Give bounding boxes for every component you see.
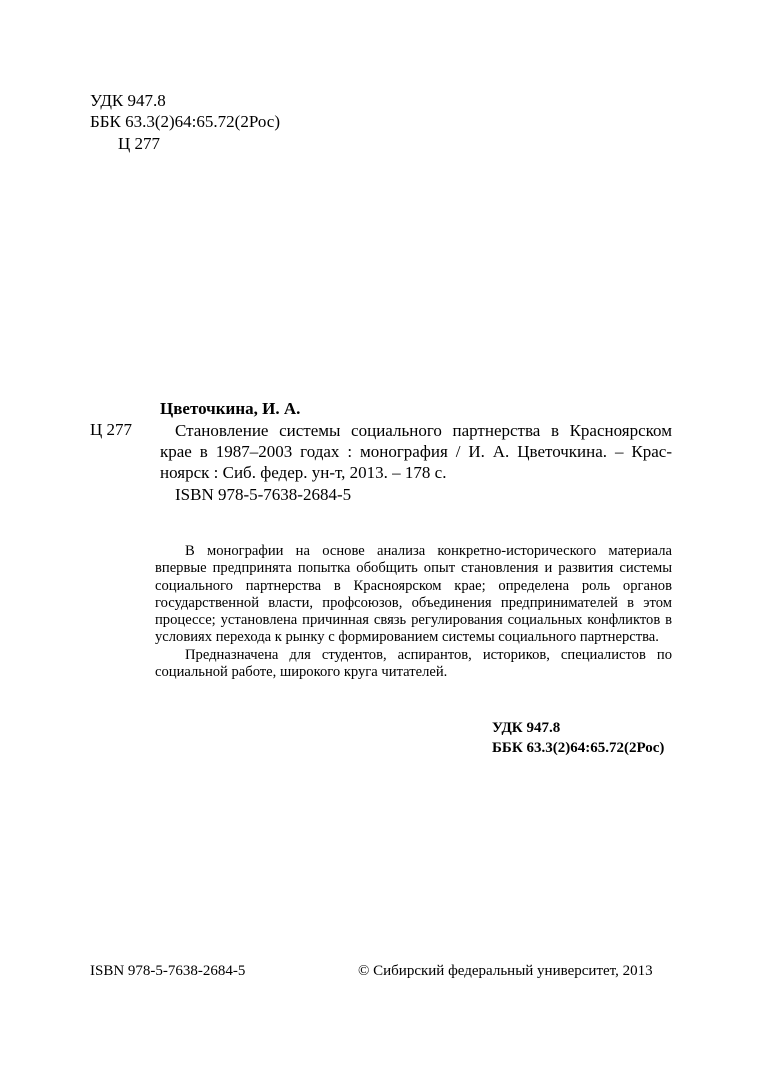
- record-card-code: Ц 277: [90, 420, 133, 439]
- record-description: Становление системы социального партнерства в Красноярском крае в 1987–2003 годах : монография / И. А. Цветочкина. – Красноярск : Сиб. федер. ун-т, 2013. – 178 с.: [160, 421, 672, 482]
- udk-code-bottom: УДК 947.8: [492, 720, 561, 736]
- bbk-code-top: ББК 63.3(2)64:65.72(2Рос): [90, 112, 280, 131]
- record-isbn: ISBN 978-5-7638-2684-5: [175, 485, 352, 504]
- footer-isbn: ISBN 978-5-7638-2684-5: [90, 963, 246, 979]
- udk-code-top: УДК 947.8: [90, 91, 166, 110]
- footer-copyright: © Сибирский федеральный университет, 2013: [358, 963, 653, 979]
- record-author: Цветочкина, И. А.: [160, 399, 301, 418]
- bbk-code-bottom: ББК 63.3(2)64:65.72(2Рос): [492, 740, 665, 756]
- annotation-paragraph: Предназначена для студентов, аспирантов, историков, специалистов по социальной работе, широкого круга читателей.: [155, 646, 672, 681]
- annotation-paragraph: В монографии на основе анализа конкретно-исторического материала впервые предпринята попытка обобщить опыт становления и развития системы социального партнерства в Красноярском крае; определена роль органов государственной власти, профсоюзов, объединения предпринимателей в этом процессе; установлена причинная связь регулирования социальных конфликтов в условиях перехода к рынку с формированием системы социального партнерства.: [155, 543, 672, 646]
- author-mark-top: Ц 277: [118, 134, 161, 153]
- annotation: [155, 543, 672, 681]
